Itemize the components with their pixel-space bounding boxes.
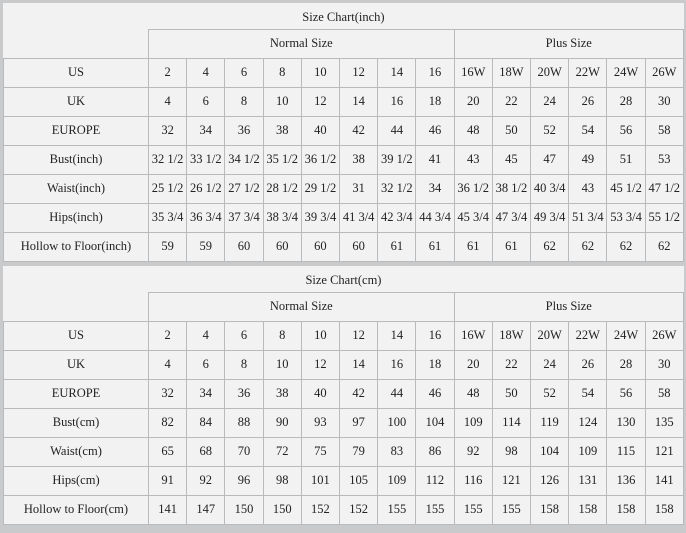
table-cell: 92 bbox=[454, 437, 492, 466]
table-cell: 62 bbox=[531, 232, 569, 261]
table-cell: 48 bbox=[454, 379, 492, 408]
table-cell: 38 bbox=[263, 116, 301, 145]
table-cell: 26 bbox=[569, 350, 607, 379]
group-header-normal: Normal Size bbox=[149, 293, 455, 322]
table-cell: 44 bbox=[378, 116, 416, 145]
table-cell: 39 3/4 bbox=[301, 203, 339, 232]
table-cell: 16 bbox=[416, 321, 454, 350]
table-row bbox=[4, 203, 684, 232]
table-cell: 135 bbox=[645, 408, 683, 437]
table-cell: 98 bbox=[263, 466, 301, 495]
table-cell: 121 bbox=[492, 466, 530, 495]
table-row bbox=[4, 174, 684, 203]
table-cell: 40 3/4 bbox=[531, 174, 569, 203]
table-cell: 28 bbox=[607, 87, 645, 116]
table-cell: 50 bbox=[492, 116, 530, 145]
table-cell: 34 bbox=[416, 174, 454, 203]
table-cell: 158 bbox=[607, 495, 645, 524]
row-label: Waist(cm) bbox=[4, 437, 149, 466]
row-label: UK bbox=[4, 350, 149, 379]
table-cell: 126 bbox=[531, 466, 569, 495]
table-cell: 6 bbox=[225, 321, 263, 350]
table-cell: 51 bbox=[607, 145, 645, 174]
group-header-row bbox=[4, 30, 684, 59]
table-row bbox=[4, 495, 684, 524]
table-cell: 26W bbox=[645, 321, 683, 350]
table-cell: 36 1/2 bbox=[301, 145, 339, 174]
table-cell: 41 bbox=[416, 145, 454, 174]
table-cell: 70 bbox=[225, 437, 263, 466]
table-cell: 36 bbox=[225, 379, 263, 408]
table-cell: 4 bbox=[149, 350, 187, 379]
table-cell: 41 3/4 bbox=[340, 203, 378, 232]
table-cell: 38 3/4 bbox=[263, 203, 301, 232]
row-label: Hollow to Floor(inch) bbox=[4, 232, 149, 261]
table-cell: 43 bbox=[454, 145, 492, 174]
table-cell: 10 bbox=[263, 350, 301, 379]
chart-title-row bbox=[4, 266, 684, 293]
table-row bbox=[4, 145, 684, 174]
table-cell: 46 bbox=[416, 379, 454, 408]
table-cell: 26 bbox=[569, 87, 607, 116]
table-cell: 158 bbox=[569, 495, 607, 524]
table-cell: 152 bbox=[340, 495, 378, 524]
row-label: Hollow to Floor(cm) bbox=[4, 495, 149, 524]
table-cell: 60 bbox=[225, 232, 263, 261]
table-cell: 18W bbox=[492, 321, 530, 350]
table-cell: 109 bbox=[569, 437, 607, 466]
table-cell: 150 bbox=[263, 495, 301, 524]
table-cell: 49 bbox=[569, 145, 607, 174]
table-cell: 155 bbox=[416, 495, 454, 524]
table-cell: 62 bbox=[607, 232, 645, 261]
table-cell: 152 bbox=[301, 495, 339, 524]
group-header-plus: Plus Size bbox=[454, 293, 683, 322]
table-cell: 61 bbox=[416, 232, 454, 261]
table-cell: 25 1/2 bbox=[149, 174, 187, 203]
table-cell: 54 bbox=[569, 379, 607, 408]
table-cell: 22 bbox=[492, 87, 530, 116]
table-cell: 155 bbox=[492, 495, 530, 524]
table-cell: 44 3/4 bbox=[416, 203, 454, 232]
table-cell: 27 1/2 bbox=[225, 174, 263, 203]
table-cell: 47 1/2 bbox=[645, 174, 683, 203]
table-cell: 75 bbox=[301, 437, 339, 466]
table-cell: 65 bbox=[149, 437, 187, 466]
table-cell: 37 3/4 bbox=[225, 203, 263, 232]
table-cell: 92 bbox=[187, 466, 225, 495]
table-cell: 88 bbox=[225, 408, 263, 437]
table-cell: 16 bbox=[378, 350, 416, 379]
table-cell: 8 bbox=[225, 87, 263, 116]
table-cell: 4 bbox=[187, 58, 225, 87]
table-cell: 45 bbox=[492, 145, 530, 174]
table-cell: 40 bbox=[301, 379, 339, 408]
table-cell: 38 1/2 bbox=[492, 174, 530, 203]
table-cell: 91 bbox=[149, 466, 187, 495]
table-cell: 39 1/2 bbox=[378, 145, 416, 174]
table-cell: 115 bbox=[607, 437, 645, 466]
chart-title: Size Chart(inch) bbox=[4, 3, 684, 30]
table-row bbox=[4, 87, 684, 116]
table-cell: 54 bbox=[569, 116, 607, 145]
table-cell: 20W bbox=[531, 321, 569, 350]
table-cell: 100 bbox=[378, 408, 416, 437]
table-cell: 44 bbox=[378, 379, 416, 408]
table-cell: 12 bbox=[301, 350, 339, 379]
table-cell: 6 bbox=[187, 350, 225, 379]
table-cell: 147 bbox=[187, 495, 225, 524]
table-cell: 52 bbox=[531, 116, 569, 145]
table-cell: 24 bbox=[531, 350, 569, 379]
table-cell: 46 bbox=[416, 116, 454, 145]
table-cell: 16W bbox=[454, 321, 492, 350]
table-row bbox=[4, 58, 684, 87]
table-row bbox=[4, 321, 684, 350]
table-cell: 104 bbox=[416, 408, 454, 437]
table-cell: 42 3/4 bbox=[378, 203, 416, 232]
table-cell: 8 bbox=[263, 58, 301, 87]
table-cell: 56 bbox=[607, 379, 645, 408]
table-cell: 53 3/4 bbox=[607, 203, 645, 232]
table-cell: 47 bbox=[531, 145, 569, 174]
table-cell: 82 bbox=[149, 408, 187, 437]
table-cell: 86 bbox=[416, 437, 454, 466]
table-cell: 60 bbox=[263, 232, 301, 261]
table-cell: 6 bbox=[225, 58, 263, 87]
row-label: Hips(inch) bbox=[4, 203, 149, 232]
table-cell: 58 bbox=[645, 379, 683, 408]
table-cell: 32 bbox=[149, 379, 187, 408]
corner-blank-cell bbox=[4, 293, 149, 322]
table-cell: 40 bbox=[301, 116, 339, 145]
group-header-plus: Plus Size bbox=[454, 30, 683, 59]
table-cell: 24W bbox=[607, 321, 645, 350]
table-cell: 36 3/4 bbox=[187, 203, 225, 232]
table-cell: 62 bbox=[645, 232, 683, 261]
row-label: UK bbox=[4, 87, 149, 116]
table-cell: 12 bbox=[340, 321, 378, 350]
row-label: US bbox=[4, 321, 149, 350]
table-cell: 24W bbox=[607, 58, 645, 87]
table-cell: 32 1/2 bbox=[378, 174, 416, 203]
table-cell: 43 bbox=[569, 174, 607, 203]
table-cell: 141 bbox=[149, 495, 187, 524]
table-cell: 28 bbox=[607, 350, 645, 379]
row-label: Bust(cm) bbox=[4, 408, 149, 437]
table-cell: 96 bbox=[225, 466, 263, 495]
table-cell: 105 bbox=[340, 466, 378, 495]
table-row bbox=[4, 466, 684, 495]
table-cell: 32 bbox=[149, 116, 187, 145]
table-cell: 130 bbox=[607, 408, 645, 437]
table-cell: 4 bbox=[149, 87, 187, 116]
table-cell: 121 bbox=[645, 437, 683, 466]
table-cell: 4 bbox=[187, 321, 225, 350]
table-row bbox=[4, 437, 684, 466]
table-row bbox=[4, 379, 684, 408]
row-label: Bust(inch) bbox=[4, 145, 149, 174]
table-cell: 26W bbox=[645, 58, 683, 87]
table-cell: 14 bbox=[340, 350, 378, 379]
table-cell: 30 bbox=[645, 350, 683, 379]
row-label: US bbox=[4, 58, 149, 87]
table-cell: 28 1/2 bbox=[263, 174, 301, 203]
table-cell: 52 bbox=[531, 379, 569, 408]
table-cell: 90 bbox=[263, 408, 301, 437]
table-cell: 62 bbox=[569, 232, 607, 261]
size-chart-inch bbox=[3, 3, 683, 260]
row-label: Hips(cm) bbox=[4, 466, 149, 495]
table-cell: 31 bbox=[340, 174, 378, 203]
table-cell: 61 bbox=[378, 232, 416, 261]
table-cell: 93 bbox=[301, 408, 339, 437]
table-cell: 35 1/2 bbox=[263, 145, 301, 174]
table-cell: 26 1/2 bbox=[187, 174, 225, 203]
table-cell: 29 1/2 bbox=[301, 174, 339, 203]
table-cell: 12 bbox=[340, 58, 378, 87]
table-cell: 38 bbox=[340, 145, 378, 174]
table-cell: 35 3/4 bbox=[149, 203, 187, 232]
table-cell: 42 bbox=[340, 116, 378, 145]
table-cell: 109 bbox=[378, 466, 416, 495]
table-cell: 20W bbox=[531, 58, 569, 87]
table-cell: 18W bbox=[492, 58, 530, 87]
table-cell: 61 bbox=[492, 232, 530, 261]
chart-title: Size Chart(cm) bbox=[4, 266, 684, 293]
table-cell: 2 bbox=[149, 58, 187, 87]
row-label: Waist(inch) bbox=[4, 174, 149, 203]
size-chart-table bbox=[3, 266, 684, 525]
table-cell: 61 bbox=[454, 232, 492, 261]
size-chart-cm bbox=[3, 266, 683, 524]
table-cell: 16 bbox=[378, 87, 416, 116]
table-cell: 116 bbox=[454, 466, 492, 495]
table-cell: 60 bbox=[301, 232, 339, 261]
table-cell: 6 bbox=[187, 87, 225, 116]
table-cell: 32 1/2 bbox=[149, 145, 187, 174]
table-cell: 97 bbox=[340, 408, 378, 437]
table-cell: 12 bbox=[301, 87, 339, 116]
table-cell: 68 bbox=[187, 437, 225, 466]
table-cell: 155 bbox=[454, 495, 492, 524]
table-cell: 10 bbox=[301, 321, 339, 350]
table-cell: 72 bbox=[263, 437, 301, 466]
group-header-row bbox=[4, 293, 684, 322]
size-chart-table bbox=[3, 3, 684, 262]
table-cell: 30 bbox=[645, 87, 683, 116]
table-cell: 47 3/4 bbox=[492, 203, 530, 232]
table-cell: 45 1/2 bbox=[607, 174, 645, 203]
table-cell: 84 bbox=[187, 408, 225, 437]
table-cell: 131 bbox=[569, 466, 607, 495]
table-cell: 56 bbox=[607, 116, 645, 145]
table-cell: 98 bbox=[492, 437, 530, 466]
table-cell: 119 bbox=[531, 408, 569, 437]
table-cell: 8 bbox=[263, 321, 301, 350]
table-cell: 59 bbox=[187, 232, 225, 261]
table-cell: 158 bbox=[531, 495, 569, 524]
table-cell: 50 bbox=[492, 379, 530, 408]
table-cell: 59 bbox=[149, 232, 187, 261]
table-cell: 14 bbox=[378, 321, 416, 350]
table-cell: 101 bbox=[301, 466, 339, 495]
table-cell: 60 bbox=[340, 232, 378, 261]
table-cell: 158 bbox=[645, 495, 683, 524]
table-cell: 20 bbox=[454, 87, 492, 116]
row-label: EUROPE bbox=[4, 379, 149, 408]
table-cell: 109 bbox=[454, 408, 492, 437]
table-cell: 104 bbox=[531, 437, 569, 466]
table-cell: 45 3/4 bbox=[454, 203, 492, 232]
table-cell: 14 bbox=[378, 58, 416, 87]
table-row bbox=[4, 350, 684, 379]
table-cell: 36 bbox=[225, 116, 263, 145]
table-cell: 136 bbox=[607, 466, 645, 495]
table-cell: 22 bbox=[492, 350, 530, 379]
table-cell: 14 bbox=[340, 87, 378, 116]
table-cell: 24 bbox=[531, 87, 569, 116]
corner-blank-cell bbox=[4, 30, 149, 59]
group-header-normal: Normal Size bbox=[149, 30, 455, 59]
table-cell: 155 bbox=[378, 495, 416, 524]
table-cell: 8 bbox=[225, 350, 263, 379]
table-cell: 36 1/2 bbox=[454, 174, 492, 203]
table-cell: 58 bbox=[645, 116, 683, 145]
table-cell: 48 bbox=[454, 116, 492, 145]
table-cell: 22W bbox=[569, 58, 607, 87]
table-cell: 124 bbox=[569, 408, 607, 437]
table-cell: 18 bbox=[416, 350, 454, 379]
table-cell: 51 3/4 bbox=[569, 203, 607, 232]
table-cell: 150 bbox=[225, 495, 263, 524]
table-row bbox=[4, 116, 684, 145]
table-cell: 16W bbox=[454, 58, 492, 87]
table-cell: 114 bbox=[492, 408, 530, 437]
table-cell: 10 bbox=[301, 58, 339, 87]
table-cell: 141 bbox=[645, 466, 683, 495]
chart-title-row bbox=[4, 3, 684, 30]
table-cell: 34 bbox=[187, 116, 225, 145]
table-cell: 53 bbox=[645, 145, 683, 174]
table-cell: 34 1/2 bbox=[225, 145, 263, 174]
table-row bbox=[4, 232, 684, 261]
table-cell: 2 bbox=[149, 321, 187, 350]
table-cell: 42 bbox=[340, 379, 378, 408]
table-cell: 34 bbox=[187, 379, 225, 408]
table-row bbox=[4, 408, 684, 437]
table-cell: 38 bbox=[263, 379, 301, 408]
table-cell: 20 bbox=[454, 350, 492, 379]
table-cell: 112 bbox=[416, 466, 454, 495]
table-cell: 33 1/2 bbox=[187, 145, 225, 174]
row-label: EUROPE bbox=[4, 116, 149, 145]
table-cell: 10 bbox=[263, 87, 301, 116]
table-cell: 83 bbox=[378, 437, 416, 466]
table-cell: 16 bbox=[416, 58, 454, 87]
table-cell: 22W bbox=[569, 321, 607, 350]
table-cell: 49 3/4 bbox=[531, 203, 569, 232]
table-cell: 18 bbox=[416, 87, 454, 116]
table-cell: 55 1/2 bbox=[645, 203, 683, 232]
table-cell: 79 bbox=[340, 437, 378, 466]
